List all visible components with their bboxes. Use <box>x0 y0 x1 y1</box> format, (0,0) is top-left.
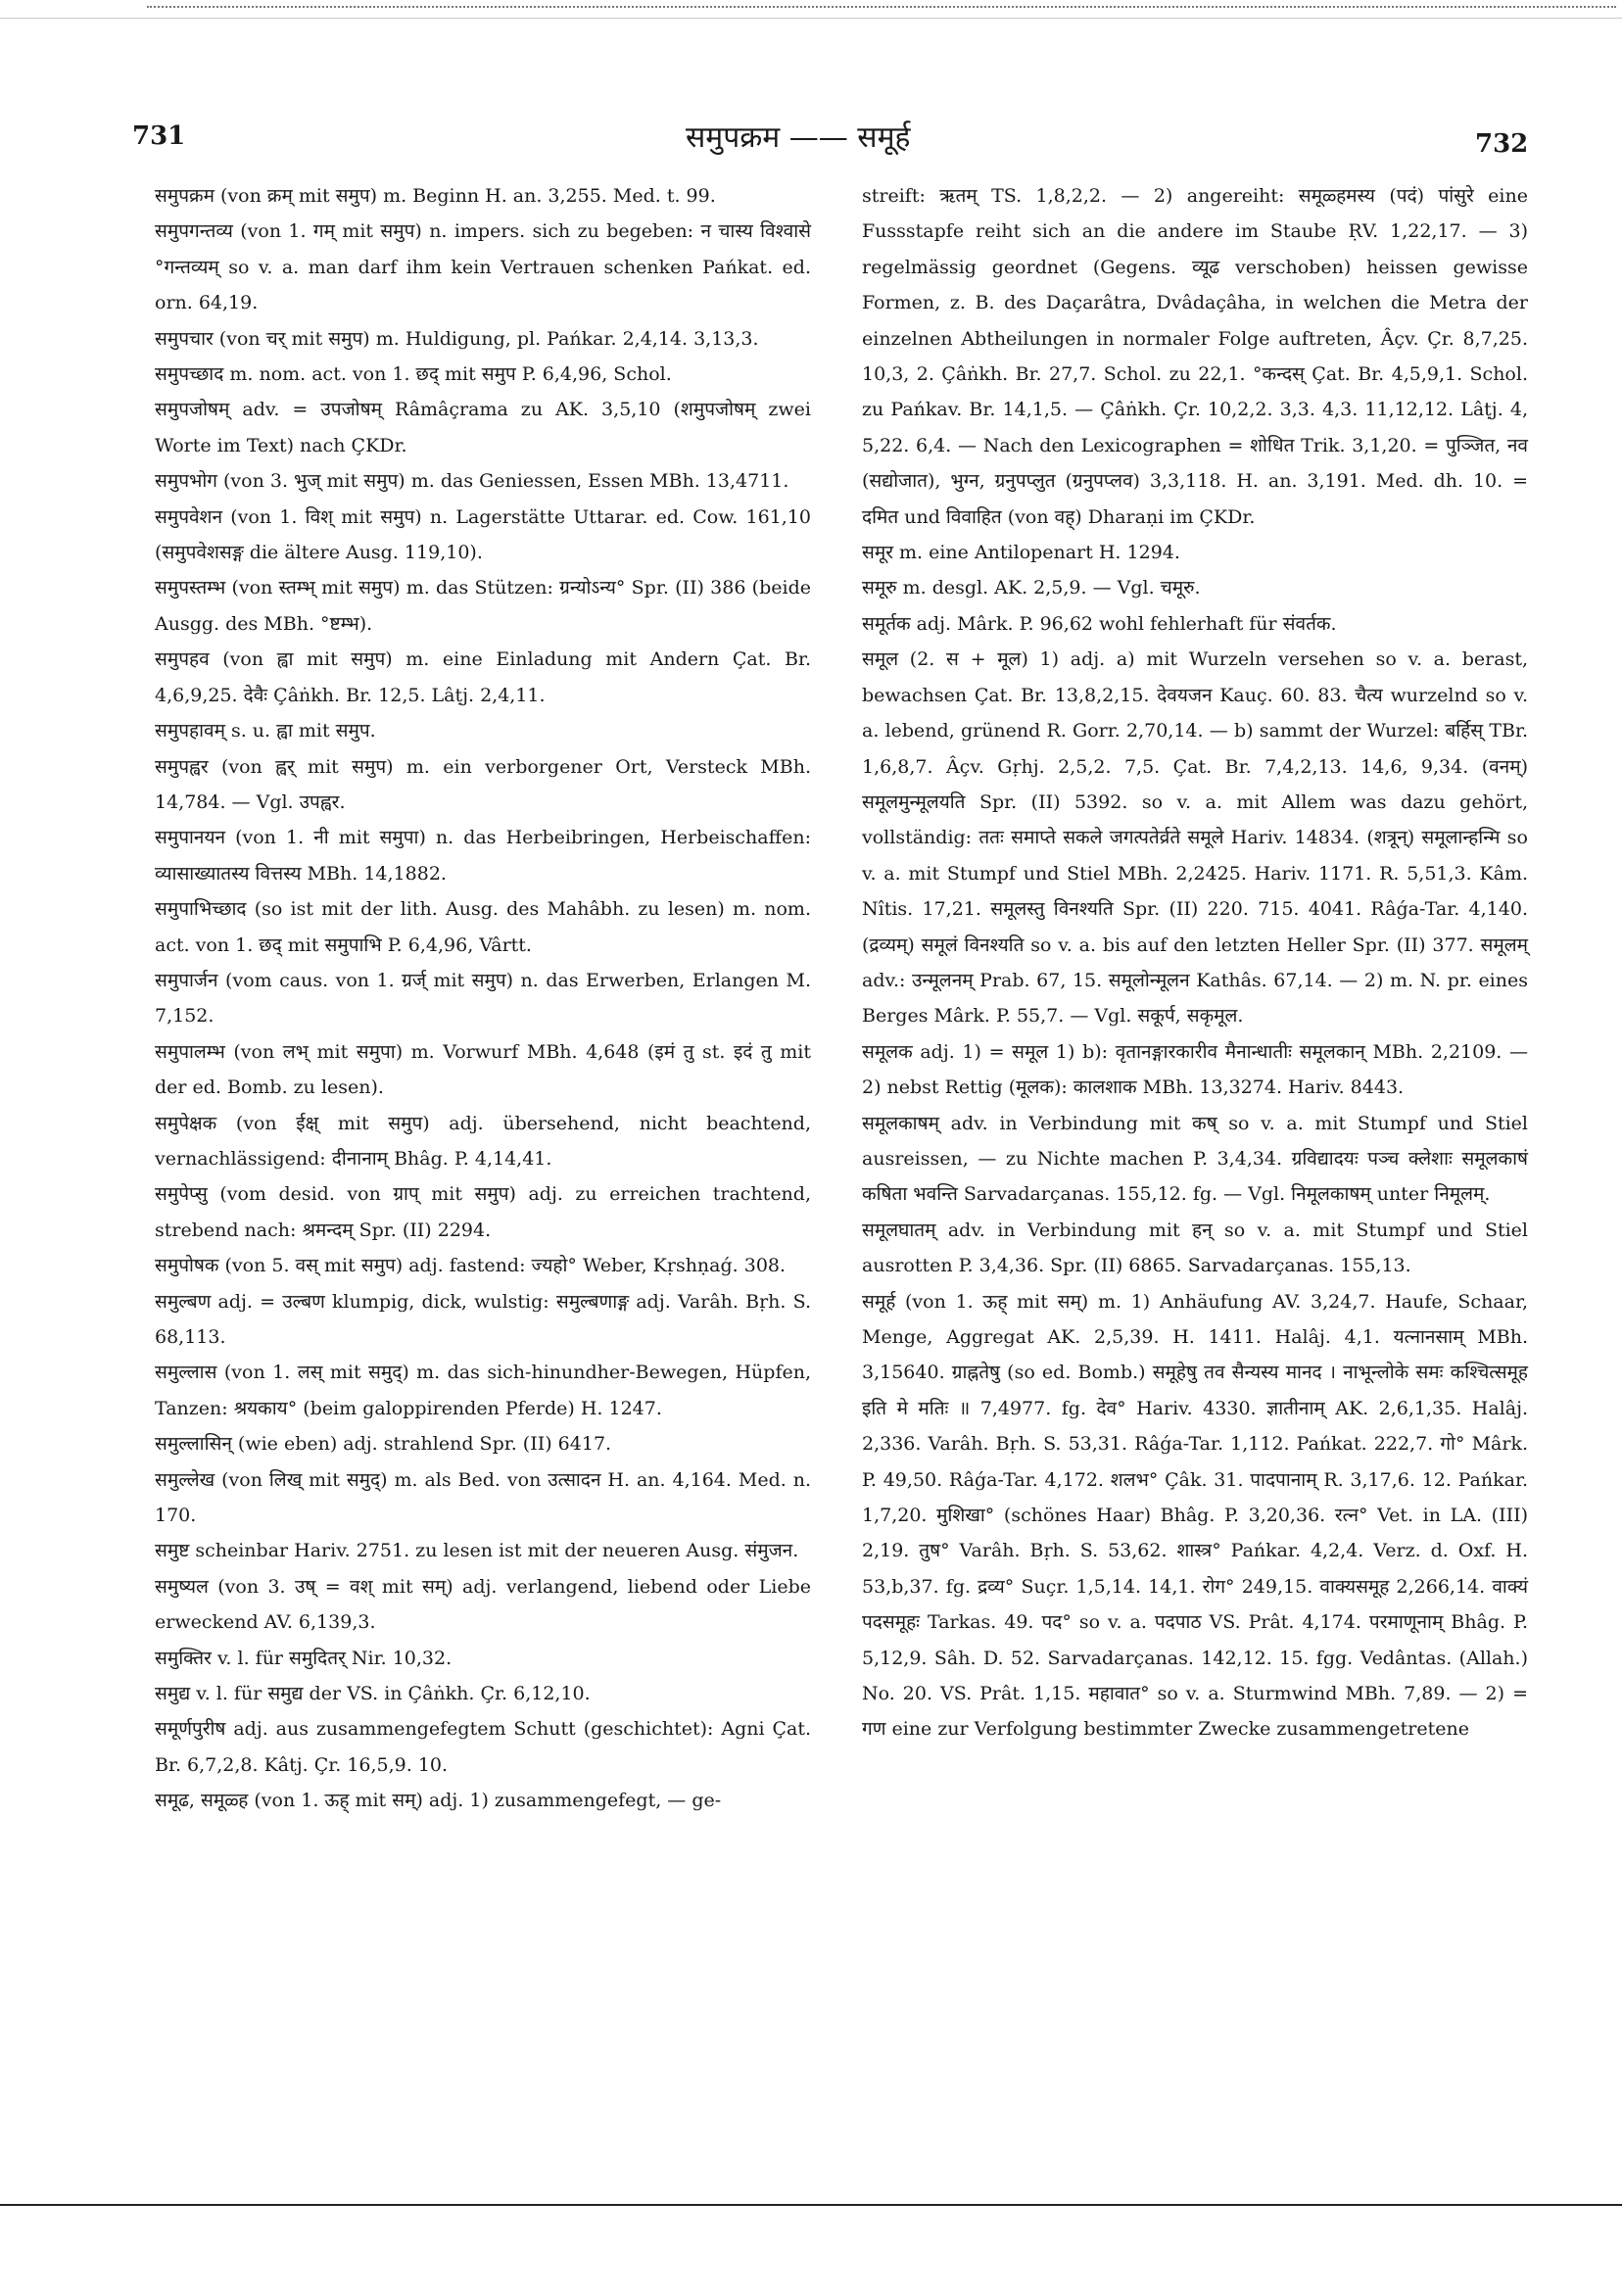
page-number-left: 731 <box>132 121 186 151</box>
entry: समुपह्वर (von ह्वर् mit समुप) m. ein verborgener Ort, Versteck MBh. 14,784. — Vgl. उपह्वर. <box>155 755 811 813</box>
entry: समुपानयन (von 1. नी mit समुपा) n. das Herbeibringen, Herbeischaffen: व्यासाख्यातस्य वित्तस्य MBh. 14,1882. <box>155 827 811 885</box>
top-rule <box>0 18 1622 19</box>
entry: समूर m. eine Antilopenart H. 1294. <box>862 542 1180 564</box>
entry: streift: ऋतम् TS. 1,8,2,2. — 2) angereiht: समूळ्हमस्य (पदं) पांसुरे eine Fussstapfe reiht sich an die andere im Staube ṚV. 1,22,17. — 3) regelmässig geordnet (Gegens. व्यूढ verschoben) heissen gewisse Formen, z. B. des Daçarâtra, Dvâdaçâha, in welchen die Metra der einzelnen Abtheilungen in normaler Folge auftreten, Âçv. Çr. 8,7,25. 10,3, 2. Çâṅkh. Br. 27,7. Schol. zu 22,1. °कन्दस् Çat. Br. 4,5,9,1. Schol. zu Pańkav. Br. 14,1,5. — Çâṅkh. Çr. 10,2,2. 3,3. 4,3. 11,12,12. Lâṭj. 4, 5,22. 6,4. — Nach den Lexicographen = शोधित Trik. 3,1,20. = पुञ्जित, नव (सद्योजात), भुग्न, ग्रनुपप्लुत (ग्रनुपप्लव) 3,3,118. H. an. 3,191. Med. dh. 10. = दमित und विवाहित (von वह्) Dharaṇi im ÇKDr. <box>862 185 1528 528</box>
page-number-right: 732 <box>1475 129 1529 159</box>
running-head: समुपक्रम —— समूर्ह <box>686 120 911 155</box>
entry: समुपवेशन (von 1. विश् mit समुप) n. Lagerstätte Uttarar. ed. Cow. 161,10 (समुपवेशसङ्ग die ältere Ausg. 119,10). <box>155 505 811 564</box>
entry: समुपचार (von चर् mit समुप) m. Huldigung, pl. Pańkar. 2,4,14. 3,13,3. <box>155 327 759 350</box>
entry: समुपार्जन (vom caus. von 1. ग्रर्ज् mit समुप) n. das Erwerben, Erlangen M. 7,152. <box>155 969 811 1028</box>
entry: समुल्लेख (von लिख् mit समुद्) m. als Bed. von उत्सादन H. an. 4,164. Med. n. 170. <box>155 1468 811 1527</box>
entry: समूलक adj. 1) = समूल 1) b): वृतानङ्गारकारीव मैनान्धातीः समूलकान् MBh. 2,2109. — 2) nebst Rettig (मूलक): कालशाक MBh. 13,3274. Hariv. 8443. <box>862 1040 1528 1099</box>
entry: समूढ, समूळ्ह (von 1. ऊह् mit सम्) adj. 1) zusammengefegt, — ge- <box>155 1790 722 1812</box>
entry: समुल्बण adj. = उल्बण klumpig, dick, wulstig: समुल्बणाङ्ग adj. Varâh. Bṛh. S. 68,113. <box>155 1290 811 1348</box>
entry: समुपेप्सु (vom desid. von ग्राप् mit समुप) adj. zu erreichen trachtend, strebend nach: श्रमन्दम् Spr. (II) 2294. <box>155 1183 811 1241</box>
left-column <box>155 178 811 1819</box>
entry: समुपेक्षक (von ईक्ष् mit समुप) adj. übersehend, nicht beachtend, vernachlässigend: दीनानाम् Bhâg. P. 4,14,41. <box>155 1112 811 1170</box>
entry: समुद्य v. l. für समुद्य der VS. in Çâṅkh. Çr. 6,12,10. <box>155 1683 591 1705</box>
entry: समुल्लासिन् (wie eben) adj. strahlend Spr. (II) 6417. <box>155 1433 612 1456</box>
entry: समूर्ह (von 1. ऊह् mit सम्) m. 1) Anhäufung AV. 3,24,7. Haufe, Schaar, Menge, Aggregat AK. 2,5,39. H. 1411. Halâj. 4,1. यत्नानसाम् MBh. 3,15640. ग्राह्नतेषु (so ed. Bomb.) समूहेषु तव सैन्यस्य मानद । नाभून्लोके समः कश्चित्समूह इति मे मतिः ॥ 7,4977. fg. देव° Hariv. 4330. ज्ञातीनाम् AK. 2,6,1,35. Halâj. 2,336. Varâh. Bṛh. S. 53,31. Râǵa-Tar. 1,112. Pańkat. 222,7. गो° Mârk. P. 49,50. Râǵa-Tar. 4,172. शलभ° Çâk. 31. पादपानाम् R. 3,17,6. 12. Pańkar. 1,7,20. मुशिखा° (schönes Haar) Bhâg. P. 3,20,36. रत्न° Vet. in LA. (III) 2,19. तुष° Varâh. Bṛh. S. 53,62. शास्त्र° Pańkar. 4,2,4. Verz. d. Oxf. H. 53,b,37. fg. द्रव्य° Suçr. 1,5,14. 14,1. रोग° 249,15. वाक्यसमूह 2,266,14. वाक्यं पदसमूहः Tarkas. 49. पद° so v. a. पदपाठ VS. Prât. 4,174. परमाणूनाम् Bhâg. P. 5,12,9. Sâh. D. 52. Sarvadarçanas. 142,12. 15. fgg. Vedântas. (Allah.) No. 20. VS. Prât. 1,15. महावात° so v. a. Sturmwind MBh. 7,89. — 2) = गण eine zur Verfolgung bestimmter Zwecke zusammengetretene <box>862 1290 1528 1741</box>
top-dotted-rule <box>147 6 1616 8</box>
entry: समुपगन्तव्य (von 1. गम् mit समुप) n. impers. sich zu begeben: न चास्य विश्वासे °गन्तव्यम् so v. a. man darf ihm kein Vertrauen schenken Pańkat. ed. orn. 64,19. <box>155 220 811 314</box>
entry: समुपालम्भ (von लभ् mit समुपा) m. Vorwurf MBh. 4,648 (इमं तु st. इदं तु mit der ed. Bomb. zu lesen). <box>155 1040 811 1099</box>
bottom-rule <box>0 2204 1622 2206</box>
entry: समुपाभिच्छाद (so ist mit der lith. Ausg. des Mahâbh. zu lesen) m. nom. act. von 1. छद् mit समुपाभि P. 6,4,96, Vârtt. <box>155 898 811 956</box>
entry: समुपच्छाद m. nom. act. von 1. छद् mit समुप P. 6,4,96, Schol. <box>155 363 672 386</box>
entry: समूल (2. स + मूल) 1) adj. a) mit Wurzeln versehen so v. a. berast, bewachsen Çat. Br. 13,8,2,15. देवयजन Kauç. 60. 83. चैत्य wurzelnd so v. a. lebend, grünend R. Gorr. 2,70,14. — b) sammt der Wurzel: बर्हिस् TBr. 1,6,8,7. Âçv. Gṛhj. 2,5,2. 7,5. Çat. Br. 7,4,2,13. 14,6, 9,34. (वनम्) समूलमुन्मूलयति Spr. (II) 5392. so v. a. mit Allem was dazu gehört, vollständig: ततः समाप्ते सकले जगत्पतेर्व्रते समूले Hariv. 14834. (शत्रून्) समूलान्हन्मि so v. a. mit Stumpf und Stiel MBh. 2,2425. Hariv. 1171. R. 5,51,3. Kâm. Nîtis. 17,21. समूलस्तु विनश्यति Spr. (II) 220. 715. 4041. Râǵa-Tar. 4,140. (द्रव्यम्) समूलं विनश्यति so v. a. bis auf den letzten Heller Spr. (II) 377. समूलम् adv.: उन्मूलनम् Prab. 67, 15. समूलोन्मूलन Kathâs. 67,14. — 2) m. N. pr. eines Berges Mârk. P. 55,7. — Vgl. सकूर्प, सकृमूल. <box>862 648 1528 1028</box>
entry: समुपहव (von ह्वा mit समुप) m. eine Einladung mit Andern Çat. Br. 4,6,9,25. देवैः Çâṅkh. Br. 12,5. Lâṭj. 2,4,11. <box>155 648 811 706</box>
entry: समुष्ट scheinbar Hariv. 2751. zu lesen ist mit der neueren Ausg. संमुजन. <box>155 1540 799 1562</box>
entry: समुपजोषम् adv. = उपजोषम् Râmâçrama zu AK. 3,5,10 (शमुपजोषम् zwei Worte im Text) nach ÇKDr. <box>155 399 811 456</box>
entry: समुष्यल (von 3. उष् = वश् mit सम्) adj. verlangend, liebend oder Liebe erweckend AV. 6,139,3. <box>155 1575 811 1634</box>
entry: समुपभोग (von 3. भुज् mit समुप) m. das Geniessen, Essen MBh. 13,4711. <box>155 470 789 493</box>
entry: समूर्तक adj. Mârk. P. 96,62 wohl fehlerhaft für संवर्तक. <box>862 612 1337 635</box>
entry: समुपोषक (von 5. वस् mit समुप) adj. fastend: ज्यहो° Weber, Kṛshṇaǵ. 308. <box>155 1255 787 1277</box>
entry: समुक्तिर v. l. für समुदितर् Nir. 10,32. <box>155 1647 453 1669</box>
entry: समूरु m. desgl. AK. 2,5,9. — Vgl. चमूरु. <box>862 577 1201 599</box>
entry: समूलघातम् adv. in Verbindung mit हन् so v. a. mit Stumpf und Stiel ausrotten P. 3,4,36. Spr. (II) 6865. Sarvadarçanas. 155,13. <box>862 1219 1528 1277</box>
entry: समुल्लास (von 1. लस् mit समुद्) m. das sich-hinundher-Bewegen, Hüpfen, Tanzen: श्रयकाय° (beim galoppirenden Pferde) H. 1247. <box>155 1362 811 1419</box>
right-column <box>862 178 1528 1747</box>
entry: समूर्णपुरीष adj. aus zusammengefegtem Schutt (geschichtet): Agni Çat. Br. 6,7,2,8. Kâtj. Çr. 16,5,9. 10. <box>155 1718 811 1776</box>
entry: समुपक्रम (von क्रम् mit समुप) m. Beginn H. an. 3,255. Med. t. 99. <box>155 185 716 207</box>
page-header <box>0 116 1622 165</box>
entry: समुपहावम् s. u. ह्वा mit समुप. <box>155 720 376 742</box>
entry: समूलकाषम् adv. in Verbindung mit कष् so v. a. mit Stumpf und Stiel ausreissen, — zu Nichte machen P. 3,4,34. ग्रविद्यादयः पञ्च क्लेशाः समूलकाषं कषिता भवन्ति Sarvadarçanas. 155,12. fg. — Vgl. निमूलकाषम् unter निमूलम्. <box>862 1112 1528 1206</box>
entry: समुपस्तम्भ (von स्तम्भ् mit समुप) m. das Stützen: ग्रन्योऽन्य° Spr. (II) 386 (beide Ausgg. des MBh. °ष्टम्भ). <box>155 577 811 635</box>
